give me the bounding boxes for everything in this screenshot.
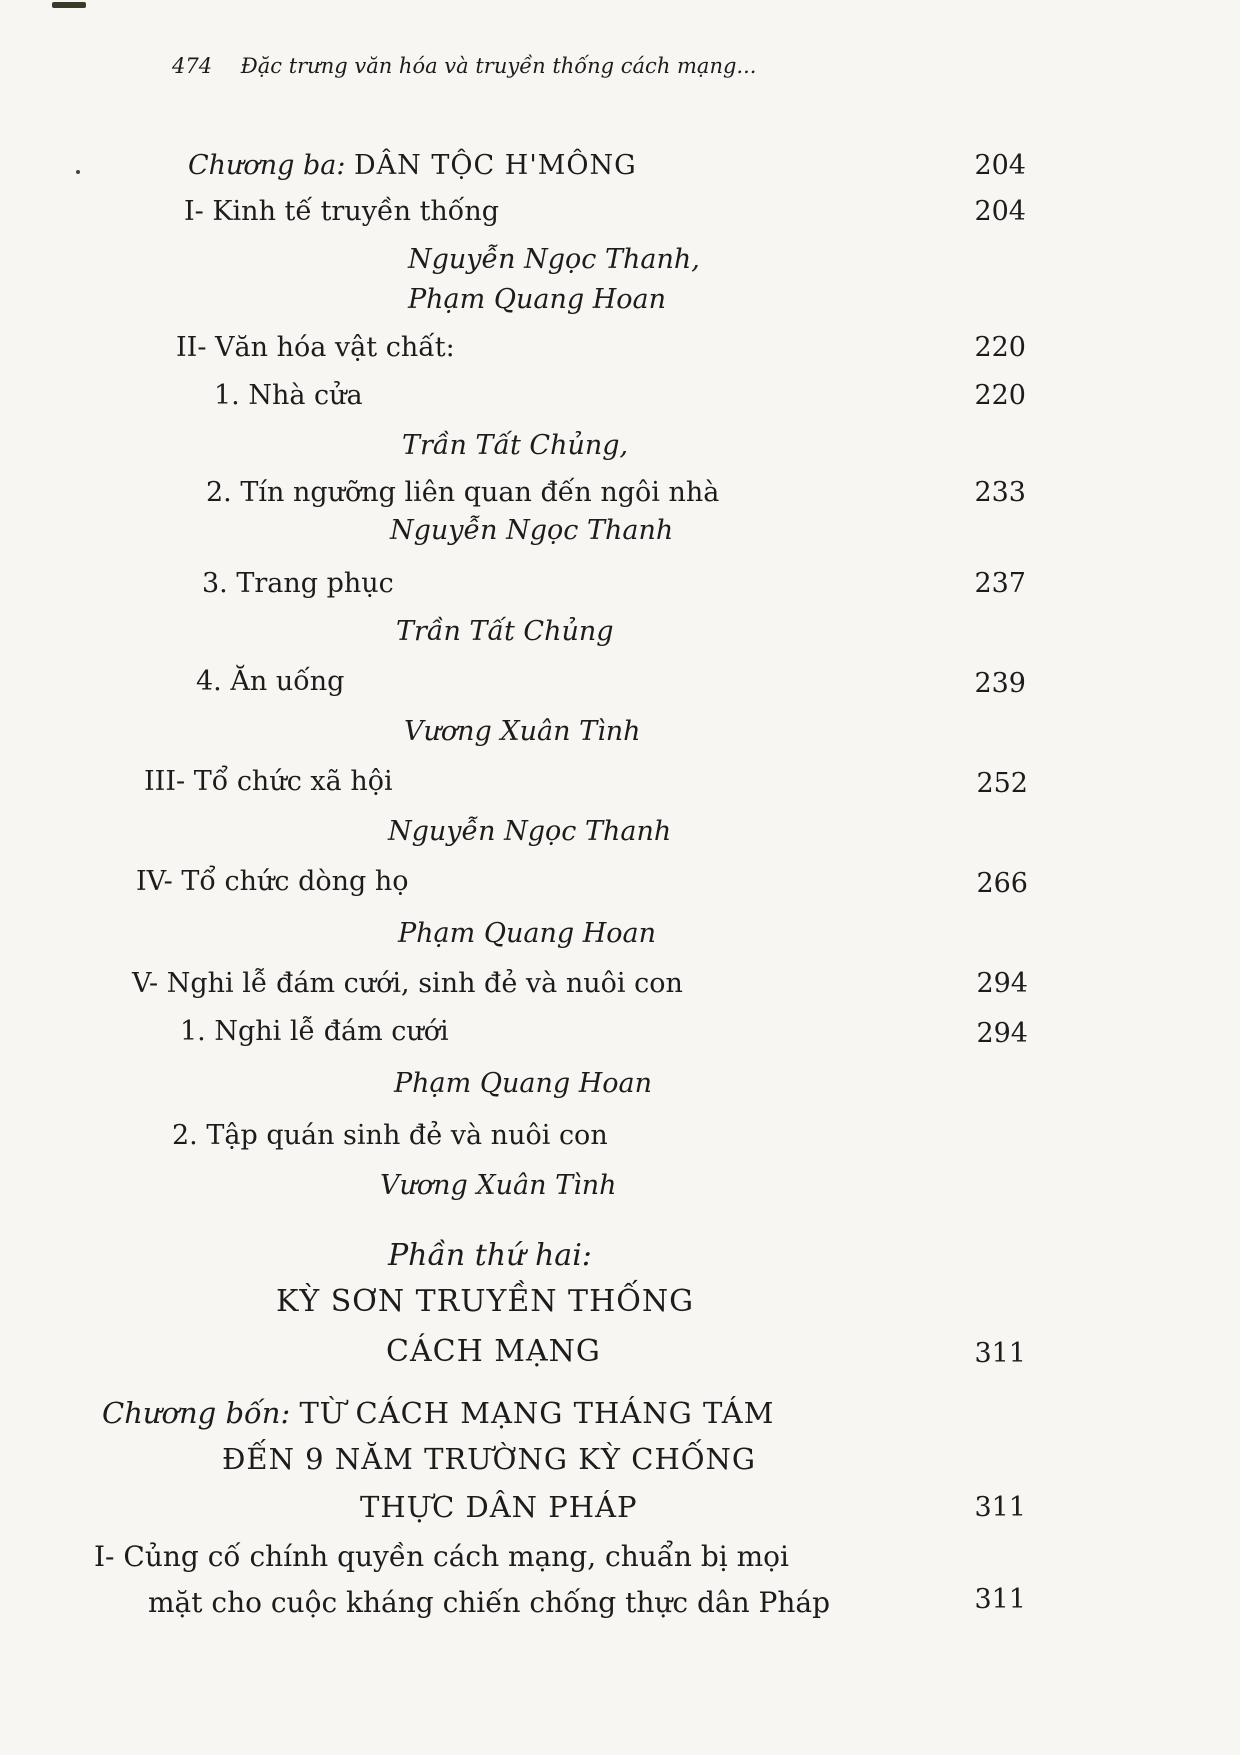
toc-page-number: 204 (974, 150, 1026, 181)
toc-page-number: 204 (974, 196, 1026, 227)
toc-entry-continued: mặt cho cuộc kháng chiến chống thực dân Pháp (148, 1586, 831, 1619)
toc-page-number: 239 (974, 668, 1026, 699)
part-label: Phần thứ hai: (388, 1238, 592, 1273)
toc-page-number: 252 (976, 768, 1028, 799)
toc-entry: III- Tổ chức xã hội (144, 766, 393, 797)
running-head (172, 54, 756, 78)
toc-entry: 2. Tín ngưỡng liên quan đến ngôi nhà (206, 477, 720, 508)
toc-page-number: 294 (976, 1018, 1028, 1049)
toc-page-number: 220 (974, 332, 1026, 363)
toc-page-number: 266 (976, 868, 1028, 899)
toc-entry: 4. Ăn uống (196, 666, 345, 697)
toc-entry: 2. Tập quán sinh đẻ và nuôi con (172, 1120, 608, 1151)
toc-page-number: 237 (974, 568, 1026, 599)
chapter-4-heading-line-1 (102, 1396, 774, 1430)
chapter-4-title-line-1: TỪ CÁCH MẠNG THÁNG TÁM (299, 1396, 775, 1430)
toc-author: Phạm Quang Hoan (394, 1068, 653, 1099)
book-title: Đặc trưng văn hóa và truyền thống cách mạng... (240, 54, 757, 78)
toc-page-number: 311 (974, 1338, 1026, 1369)
toc-author: Phạm Quang Hoan (398, 918, 657, 949)
chapter-4-prefix: Chương bốn: (102, 1396, 291, 1430)
toc-entry: II- Văn hóa vật chất: (176, 332, 455, 363)
speck (76, 170, 80, 174)
toc-page-number: 220 (974, 380, 1026, 411)
chapter-3-heading (188, 150, 637, 181)
scan-mark (52, 2, 86, 8)
toc-page-number: 311 (974, 1584, 1026, 1615)
toc-page-number: 311 (974, 1492, 1026, 1523)
toc-author: Nguyễn Ngọc Thanh (388, 816, 672, 847)
toc-page-number: 233 (974, 477, 1026, 508)
toc-author: Vương Xuân Tình (404, 716, 641, 747)
chapter-3-title: DÂN TỘC H'MÔNG (354, 150, 637, 181)
toc-entry: I- Kinh tế truyền thống (184, 196, 499, 227)
toc-author: Trần Tất Chủng (396, 616, 614, 647)
toc-author: Nguyễn Ngọc Thanh (390, 515, 674, 546)
toc-entry: I- Củng cố chính quyền cách mạng, chuẩn bị mọi (94, 1540, 789, 1573)
page-number: 474 (172, 54, 213, 78)
part-title-line-1: KỲ SƠN TRUYỀN THỐNG (276, 1284, 695, 1319)
toc-author: Vương Xuân Tình (380, 1170, 617, 1201)
toc-entry: 3. Trang phục (202, 568, 394, 599)
toc-page-number: 294 (976, 968, 1028, 999)
toc-author: Phạm Quang Hoan (408, 284, 667, 315)
toc-entry: 1. Nhà cửa (214, 380, 363, 411)
toc-entry: V- Nghi lễ đám cưới, sinh đẻ và nuôi con (132, 968, 683, 999)
toc-author: Trần Tất Chủng, (402, 430, 629, 461)
chapter-4-title-line-3: THỰC DÂN PHÁP (360, 1490, 638, 1524)
toc-entry: 1. Nghi lễ đám cưới (180, 1016, 449, 1047)
chapter-3-prefix: Chương ba: (188, 150, 346, 181)
chapter-4-title-line-2: ĐẾN 9 NĂM TRƯỜNG KỲ CHỐNG (222, 1442, 757, 1476)
toc-entry: IV- Tổ chức dòng họ (136, 866, 409, 897)
toc-author: Nguyễn Ngọc Thanh, (408, 244, 700, 275)
part-title-line-2: CÁCH MẠNG (386, 1334, 601, 1369)
